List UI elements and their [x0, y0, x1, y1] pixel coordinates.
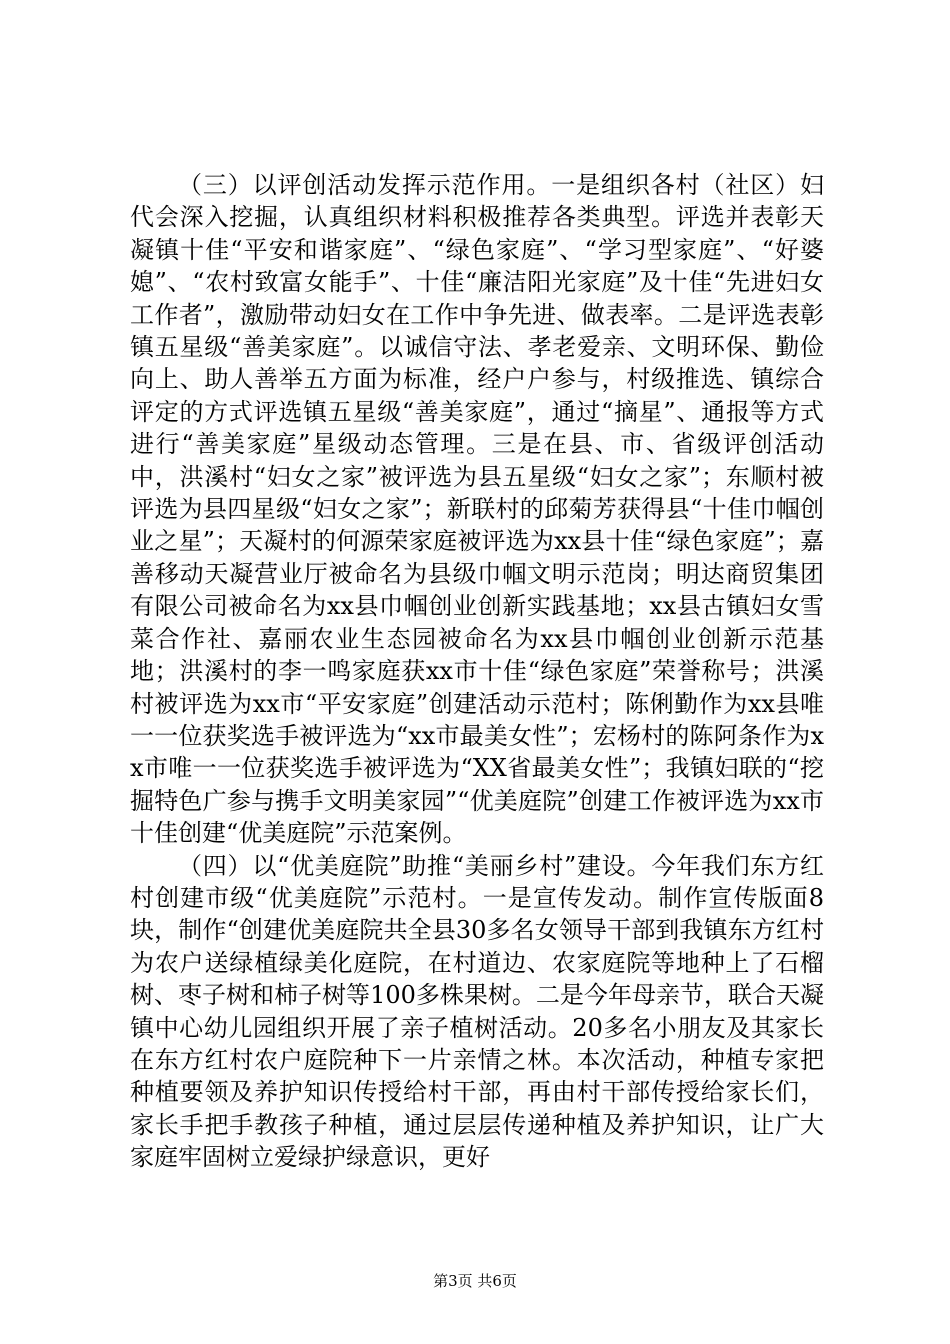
paragraph-3: （三）以评创活动发挥示范作用。一是组织各村（社区）妇代会深入挖掘，认真组织材料积极推荐各类典型。评选并表彰天凝镇十佳“平安和谐家庭”、“绿色家庭”、“学习型家庭”、“好婆媳”、“农村致富女能手”、十佳“廉洁阳光家庭”及十佳“先进妇女工作者”，激励带动妇女在工作中争先进、做表率。二是评选表彰镇五星级“善美家庭”。以诚信守法、孝老爱亲、文明环保、勤俭向上、助人善举五方面为标准，经户户参与，村级推选、镇综合评定的方式评选镇五星级“善美家庭”，通过“摘星”、通报等方式进行“善美家庭”星级动态管理。三是在县、市、省级评创活动中，洪溪村“妇女之家”被评选为县五星级“妇女之家”；东顺村被评选为县四星级“妇女之家”；新联村的邱菊芳获得县“十佳巾帼创业之星”；天凝村的何源荣家庭被评选为xx县十佳“绿色家庭”；嘉善移动天凝营业厅被命名为县级巾帼文明示范岗；明达商贸集团有限公司被命名为xx县巾帼创业创新实践基地；xx县古镇妇女雪菜合作社、嘉丽农业生态园被命名为xx县巾帼创业创新示范基地；洪溪村的李一鸣家庭获xx市十佳“绿色家庭”荣誉称号；洪溪村被评选为xx市“平安家庭”创建活动示范村；陈俐勤作为xx县唯一一位获奖选手被评选为“xx市最美女性”；宏杨村的陈阿条作为xx市唯一一位获奖选手被评选为“XX省最美女性”；我镇妇联的“挖掘特色广参与携手文明美家园”“优美庭院”创建工作被评选为xx市十佳创建“优美庭院”示范案例。	[130, 171, 824, 848]
page-footer: 第3页 共6页	[433, 1272, 517, 1290]
paragraph-4: （四）以“优美庭院”助推“美丽乡村”建设。今年我们东方红村创建市级“优美庭院”示范村。一是宣传发动。制作宣传版面8块，制作“创建优美庭院共全县30多名女领导干部到我镇东方红村为农户送绿植绿美化庭院，在村道边、农家庭院等地种上了石榴树、枣子树和柿子树等100多株果树。二是今年母亲节，联合天凝镇中心幼儿园组织开展了亲子植树活动。20多名小朋友及其家长在东方红村农户庭院种下一片亲情之林。本次活动，种植专家把种植要领及养护知识传授给村干部，再由村干部传授给家长们，家长手把手教孩子种植，通过层层传递种植及养护知识，让广大家庭牢固树立爱绿护绿意识，更好	[130, 851, 824, 1172]
document-body	[130, 169, 824, 1174]
